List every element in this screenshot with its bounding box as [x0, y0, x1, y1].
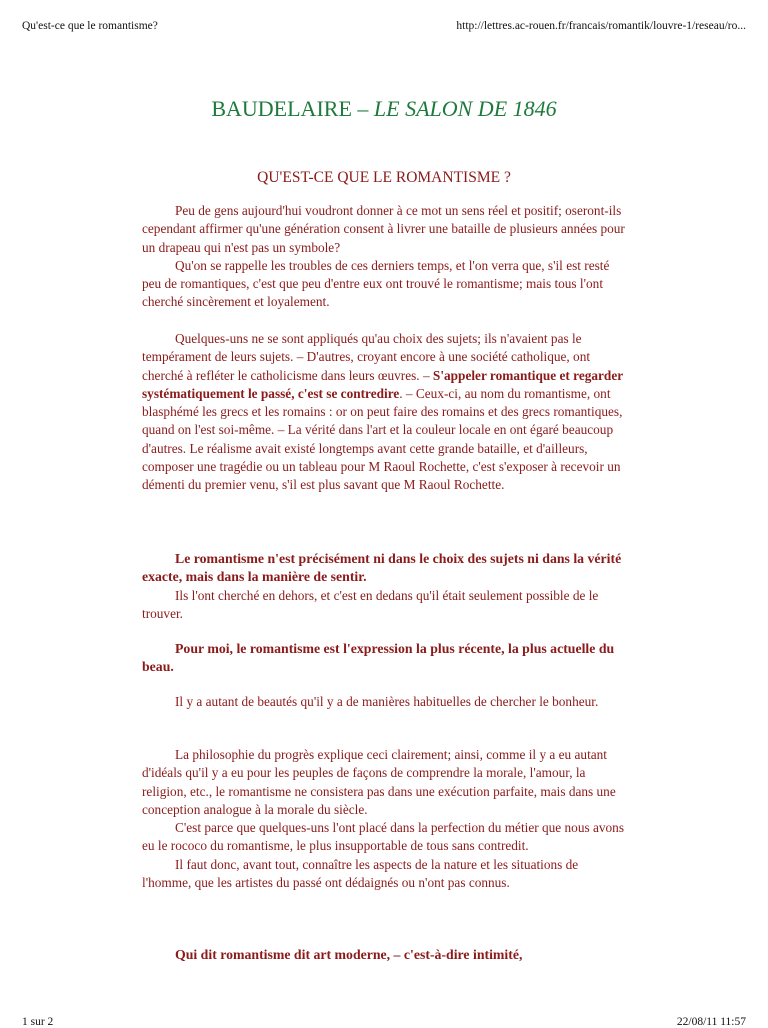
page-number: 1 sur 2 — [22, 1016, 54, 1028]
section-subtitle: QU'EST-CE QUE LE ROMANTISME ? — [257, 169, 511, 186]
paragraph: La philosophie du progrès explique ceci clairement; ainsi, comme il y a eu autant d'idéals qu'il y a eu pour les peuples de façons de comprendre la morale, l'amour, la religion, etc., le romantisme ne consistera pas dans une exécution parfaite, mais dans une conception analogue à la morale du siècle. — [142, 747, 616, 817]
url-header: http://lettres.ac-rouen.fr/francais/romantik/louvre-1/reseau/ro... — [456, 20, 746, 32]
emphasis-paragraph: Pour moi, le romantisme est l'expression la plus récente, la plus actuelle du beau. — [142, 641, 615, 675]
paragraph: Ils l'ont cherché en dehors, et c'est en dedans qu'il était seulement possible de le trouver. — [142, 587, 599, 621]
title-work: LE SALON DE 1846 — [373, 96, 557, 121]
title-author: BAUDELAIRE – — [211, 96, 374, 121]
text-block-2 — [142, 330, 628, 495]
print-datetime: 22/08/11 11:57 — [676, 1016, 746, 1028]
paragraph: Peu de gens aujourd'hui voudront donner à ce mot un sens réel et positif; oseront-ils cependant affirmer qu'une génération consent à livrer une bataille de plusieurs années pour un drapeau qui n'est pas un symbole? — [142, 203, 625, 255]
paragraph: Qu'on se rappelle les troubles de ces derniers temps, et l'on verra que, s'il est resté peu de romantiques, c'est que peu d'entre eux ont trouvé le romantisme; mais tous l'ont cherché sincèrement et loyalement. — [142, 257, 610, 310]
emphasis-paragraph: Le romantisme n'est précisément ni dans le choix des sujets ni dans la vérité exacte, mais dans la manière de sentir. — [142, 551, 622, 585]
text-block-5 — [142, 693, 628, 711]
paragraph: Il y a autant de beautés qu'il y a de manières habituelles de chercher le bonheur. — [175, 694, 599, 709]
emphasis-paragraph: Qui dit romantisme dit art moderne, – c'est-à-dire intimité, — [175, 947, 523, 962]
text-block-6 — [142, 746, 628, 892]
text-block-4 — [142, 640, 628, 677]
main-title — [0, 96, 768, 122]
paragraph: Quelques-uns ne se sont appliqués qu'au choix des sujets; ils n'avaient pas le tempérament de leurs sujets. – D'autres, croyant encore à une société catholique, ont cherché à refléter le catholicisme dans leurs œuvres. – S'appeler romantique et regarder systématiquement le passé, c'est se contredire. – Ceux-ci, au nom du romantisme, ont blasphémé les grecs et les romains : or on peut faire des romains et des grecs romantiques, quand on l'est soi-même. – La vérité dans l'art et la couleur locale en ont égaré beaucoup d'autres. Le réalisme avait existé longtemps avant cette grande bataille, et d'ailleurs, composer une tragédie ou un tableau pour M Raoul Rochette, c'est s'exposer à recevoir un démenti du premier venu, s'il est plus savant que M Raoul Rochette. — [142, 331, 623, 493]
text-block-7 — [142, 946, 628, 964]
paragraph: C'est parce que quelques-uns l'ont placé dans la perfection du métier que nous avons eu le rococo du romantisme, le plus insupportable de tous sans contredit. — [142, 820, 624, 854]
paragraph: Il faut donc, avant tout, connaître les aspects de la nature et les situations de l'homme, que les artistes du passé ont dédaignés ou n'ont pas connus. — [142, 856, 579, 891]
text-block-3 — [142, 550, 628, 623]
emphasis-text: S'appeler romantique et regarder systématiquement le passé, c'est se contredire — [142, 367, 623, 401]
page-title-header: Qu'est-ce que le romantisme? — [22, 20, 158, 32]
text-block-1 — [142, 202, 628, 312]
